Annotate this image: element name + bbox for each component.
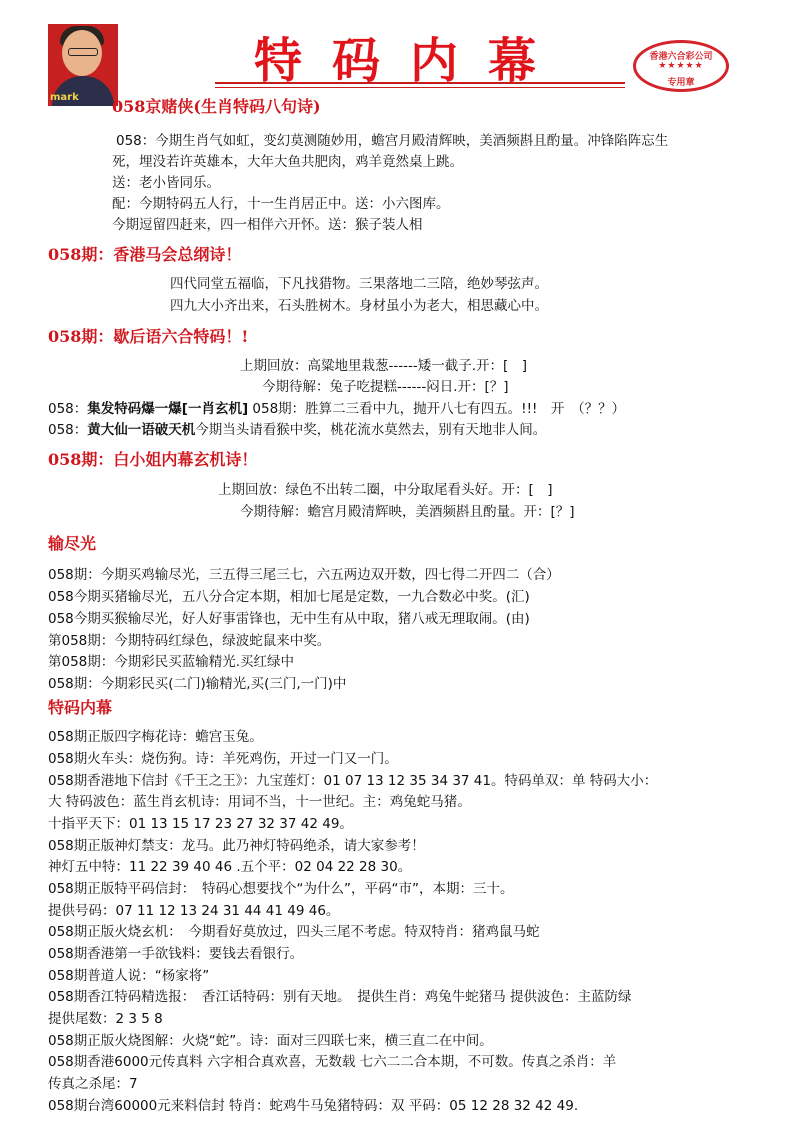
list-item: 058期正版火烧玄机： 今期看好莫放过，四头三尾不考虑。特双特肖：猪鸡鼠马蛇: [48, 924, 540, 940]
riddle-line: 今期待解：兔子吃提糕------闷日.开：[？]: [262, 379, 509, 395]
seal-bottom-text: 专用章: [667, 78, 695, 88]
huangdaxian-line: [48, 421, 546, 439]
line-prefix: 058：: [48, 401, 88, 417]
list-item: 第058期：今期特码红绿色，绿波蛇鼠来中奖。: [48, 633, 331, 649]
poem-line: 送：老小皆同乐。: [112, 175, 220, 191]
poem-line: 058：今期生肖气如虹，变幻莫测随妙用，蟾宫月殿清辉映，美酒频斟且酌量。冲锋陷阵忘生: [116, 133, 669, 149]
list-item: 058期正版特平码信封： 特码心想要找个“为什么”，平码“市”，本期：三十。: [48, 881, 514, 897]
list-item: 058期正版神灯禁支：龙马。此乃神灯特码绝杀，请大家参考！: [48, 838, 425, 854]
replay-line: 上期回放：高粱地里栽葱------矮一截子.开：[ ]: [240, 358, 528, 374]
list-item: 058今期买猴输尽光，好人好事雷锋也，无中生有从中取，猪八戒无理取闹。(由): [48, 611, 530, 627]
line-bold-label: 集发特码爆一爆[一肖玄机]: [87, 401, 249, 417]
list-item: 十指平天下：01 13 15 17 23 27 32 37 42 49。: [48, 816, 353, 832]
jifa-line: [48, 400, 625, 418]
list-item: 058期香港地下信封《千王之王》：九宝莲灯：01 07 13 12 35 34 37 41。特码单双：单 特码大小：: [48, 773, 658, 789]
company-seal: [633, 40, 729, 92]
avatar-glasses: [68, 48, 98, 56]
section-heading-jingduxia: 058京赌侠(生肖特码八句诗): [112, 97, 321, 116]
page-title: 特码内幕: [253, 33, 566, 89]
seal-stars: ★★★★★: [658, 61, 704, 71]
list-item: 058期：今期买鸡输尽光，三五得三尾三七，六五两边双开数，四七得二开四二（合）: [48, 567, 560, 583]
title-underline-thin: [215, 87, 625, 88]
line-rest: 今期当头请看猴中奖，桃花流水莫然去，别有天地非人间。: [195, 422, 547, 438]
poem-line: 四代同堂五福临，下凡找猎物。三果落地二三陪，绝妙琴弦声。: [170, 276, 548, 292]
section-heading-xiehouyu: 058期：歇后语六合特码！!: [48, 327, 249, 346]
list-item: 提供号码：07 11 12 13 24 31 44 41 49 46。: [48, 903, 340, 919]
avatar: [48, 24, 118, 106]
replay-line: 上期回放：绿色不出转二圈，中分取尾看头好。开：[ ]: [218, 482, 553, 498]
list-item: 传真之杀尾：7: [48, 1076, 138, 1092]
list-item: 058期香港6000元传真料 六字相合真欢喜，无数载 七六二二合本期，不可数。传真之杀肖：羊: [48, 1054, 617, 1070]
title-underline: [215, 82, 625, 84]
list-item: 提供尾数：2 3 5 8: [48, 1011, 163, 1027]
list-item: 第058期：今期彩民买蓝输精光.买红绿中: [48, 654, 295, 670]
list-item: 058期正版四字梅花诗：蟾宫玉兔。: [48, 729, 263, 745]
line-bold-label: 黄大仙一语破天机: [87, 422, 196, 438]
poem-line: 配：今期特码五人行，十一生肖居正中。送：小六图库。: [112, 196, 450, 212]
list-item: 058期火车头：烧伤狗。诗：羊死鸡伤，开过一门又一门。: [48, 751, 398, 767]
list-item: 058今期买猪输尽光，五八分合定本期，相加七尾是定数，一九合数必中奖。(汇): [48, 589, 530, 605]
section-heading-baixiaojie: 058期：白小姐内幕玄机诗！: [48, 450, 258, 469]
poem-line: 四九大小齐出来，石头胜树木。身材虽小为老大，相思藏心中。: [170, 298, 548, 314]
poem-line: 死，埋没若许英雄本，大年大鱼共肥肉，鸡羊竟然桌上跳。: [112, 154, 463, 170]
poem-line: 今期逗留四赶来，四一相伴六开怀。送：猴子装人相: [112, 217, 423, 233]
list-item: 大 特码波色：蓝生肖玄机诗：用词不当，十一世纪。主：鸡兔蛇马猪。: [48, 794, 471, 810]
list-item: 058期正版火烧图解：火烧“蛇”。诗：面对三四联七来，横三直二在中间。: [48, 1033, 493, 1049]
list-item: 058期：今期彩民买(二门)输精光,买(三门,一门)中: [48, 676, 347, 692]
list-item: 058期香港第一手欲钱料：要钱去看银行。: [48, 946, 304, 962]
line-prefix: 058：: [48, 422, 88, 438]
section-heading-temaneimu: 特码内幕: [48, 698, 113, 717]
list-item: 058期台湾60000元来料信封 特肖：蛇鸡牛马兔猪特码：双 平码：05 12 28 32 42 49.: [48, 1098, 579, 1114]
list-item: 058期香江特码精选报： 香江话特码：别有天地。 提供生肖：鸡兔牛蛇猪马 提供波色：主蓝防绿: [48, 989, 632, 1005]
riddle-line: 今期待解：蟾宫月殿清辉映，美酒频斟且酌量。开：[？]: [240, 504, 575, 520]
section-heading-zonggang: 058期：香港马会总纲诗！: [48, 245, 242, 264]
section-heading-shujinguang: 输尽光: [48, 534, 97, 553]
list-item: 058期普道人说：“杨家将”: [48, 968, 210, 984]
avatar-brand: mark: [50, 92, 79, 103]
seal-top-text: 香港六合彩公司: [649, 52, 713, 62]
line-rest: 058期：胜算二三看中九，抛开八七有四五。!!! 开 （？？）: [248, 401, 626, 417]
list-item: 神灯五中特：11 22 39 40 46 .五个平：02 04 22 28 30。: [48, 859, 412, 875]
